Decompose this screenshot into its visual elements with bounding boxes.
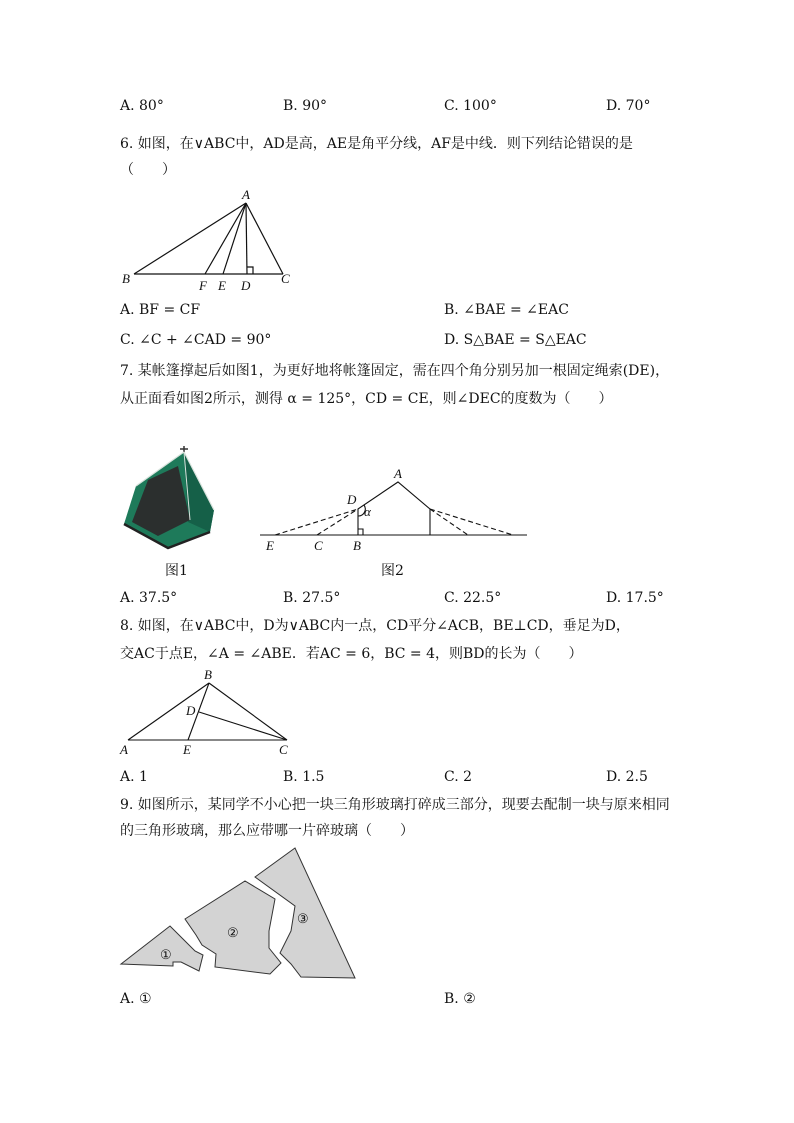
q8-label-d: D bbox=[186, 703, 196, 718]
q8-triangle-figure bbox=[112, 668, 302, 760]
q7-figure1-caption: 图1 bbox=[165, 563, 188, 579]
q6-option-a: A. BF = CF bbox=[120, 302, 201, 318]
q6-option-d: D. S△BAE = S△EAC bbox=[444, 332, 587, 348]
q5-option-c: C. 100° bbox=[444, 98, 497, 114]
q6-stem-line2: （ ） bbox=[120, 162, 176, 178]
q6-option-b: B. ∠BAE = ∠EAC bbox=[444, 302, 569, 318]
q7-stem-line1: 7. 某帐篷撑起后如图1，为更好地将帐篷固定，需在四个角分别另加一根固定绳索(DE)， bbox=[120, 363, 670, 379]
q6-label-c: C bbox=[281, 271, 290, 286]
q7-label-e: E bbox=[266, 538, 274, 553]
q7-figure2-caption: 图2 bbox=[381, 563, 404, 579]
q7-stem-line2: 从正面看如图2所示，测得 α = 125°，CD = CE，则∠DEC的度数为（ ） bbox=[120, 391, 613, 407]
q7-option-d: D. 17.5° bbox=[606, 590, 664, 606]
q6-label-d: D bbox=[241, 278, 251, 293]
q6-label-f: F bbox=[199, 278, 207, 293]
q8-label-c: C bbox=[279, 742, 288, 757]
q7-label-b: B bbox=[353, 538, 361, 553]
q6-triangle-figure bbox=[110, 186, 300, 294]
q7-tent-front-figure bbox=[255, 462, 535, 556]
q8-label-e: E bbox=[183, 742, 191, 757]
q7-option-c: C. 22.5° bbox=[444, 590, 502, 606]
q8-option-d: D. 2.5 bbox=[606, 769, 648, 785]
q7-label-c: C bbox=[314, 538, 323, 553]
q7-option-b: B. 27.5° bbox=[283, 590, 341, 606]
glass-label-3: ③ bbox=[297, 911, 309, 926]
q9-option-a: A. ① bbox=[120, 991, 152, 1007]
q8-label-b: B bbox=[204, 668, 212, 682]
q9-glass-pieces-figure bbox=[115, 843, 365, 983]
q6-label-b: B bbox=[122, 271, 130, 286]
q7-label-a: A bbox=[394, 466, 402, 481]
q6-stem-line1: 6. 如图，在∨ABC中，AD是高，AE是角平分线，AF是中线．则下列结论错误的是 bbox=[120, 136, 633, 152]
q9-stem-line1: 9. 如图所示，某同学不小心把一块三角形玻璃打碎成三部分，现要去配制一块与原来相同 bbox=[120, 797, 670, 813]
q8-stem-line1: 8. 如图，在∨ABC中，D为∨ABC内一点，CD平分∠ACB，BE⊥CD，垂足为D， bbox=[120, 618, 630, 634]
q5-option-b: B. 90° bbox=[283, 98, 328, 114]
q7-label-d: D bbox=[347, 492, 357, 507]
q5-option-a: A. 80° bbox=[120, 98, 164, 114]
q8-option-c: C. 2 bbox=[444, 769, 473, 785]
q9-option-b: B. ② bbox=[444, 991, 476, 1007]
q7-label-alpha: α bbox=[364, 504, 371, 519]
glass-label-1: ① bbox=[160, 947, 172, 962]
q8-option-a: A. 1 bbox=[120, 769, 148, 785]
q7-option-a: A. 37.5° bbox=[120, 590, 178, 606]
q5-option-d: D. 70° bbox=[606, 98, 651, 114]
q9-stem-line2: 的三角形玻璃，那么应带哪一片碎玻璃（ ） bbox=[120, 823, 414, 839]
glass-label-2: ② bbox=[227, 925, 239, 940]
q6-label-a: A bbox=[242, 187, 250, 202]
q6-label-e: E bbox=[218, 278, 226, 293]
q8-option-b: B. 1.5 bbox=[283, 769, 325, 785]
q8-stem-line2: 交AC于点E，∠A = ∠ABE．若AC = 6，BC = 4，则BD的长为（ ） bbox=[120, 646, 583, 662]
q8-label-a: A bbox=[120, 742, 128, 757]
q6-option-c: C. ∠C + ∠CAD = 90° bbox=[120, 332, 272, 348]
tent-photo bbox=[118, 440, 218, 555]
